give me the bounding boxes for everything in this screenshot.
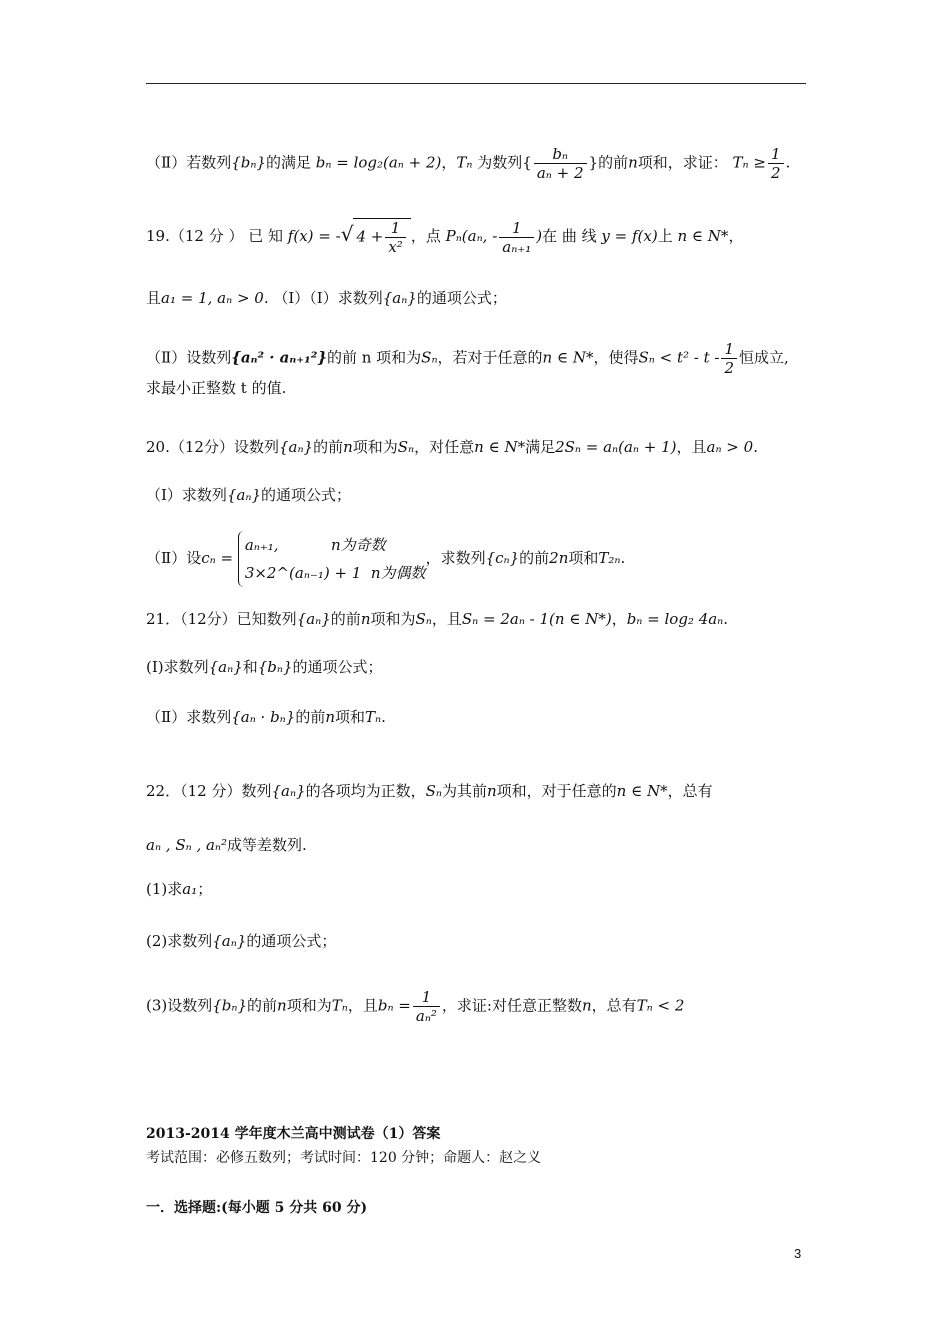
q22-part1: (1)求a₁；: [146, 880, 213, 898]
q18-ineq-fraction: $\frac{1}{2}$: [768, 145, 784, 182]
q19-line1: 19.（12 分 ） 已 知 f(x) = -√ 4 + $\frac{1}{\text{x²}}$ ，点 Pₙ(aₙ, - $\frac{1}{\text{aₙ₊₁}}$ )在 曲 线 y = f(x)上 n ∈ N*，: [146, 218, 744, 256]
q19-line2: 且a₁ = 1, aₙ > 0. （Ⅰ）（Ⅰ）求数列{aₙ}的通项公式；: [146, 289, 507, 307]
q19-sqrt: 4 + $\frac{1}{\text{x²}}$: [353, 218, 410, 256]
q21-part2: （Ⅱ）求数列{aₙ · bₙ}的前n项和Tₙ.: [146, 708, 386, 726]
q18-part2: （Ⅱ）若数列{bₙ}的满足 bₙ = log₂(aₙ + 2)，Tₙ 为数列{ $\frac{\text{bₙ}}{\text{aₙ + 2}}$ }的前n项和，求证： Tₙ ≥ $\frac{1}{2}$ .: [146, 145, 791, 182]
answers-section-heading: 一．选择题:(每小题 5 分共 60 分): [146, 1200, 368, 1216]
q19-ineq-fraction: $\frac{1}{2}$: [721, 340, 737, 377]
q19-point-fraction: $\frac{1}{\text{aₙ₊₁}}$: [499, 219, 534, 256]
q20-part2: （Ⅱ）设cₙ = aₙ₊₁, n为奇数 3×2^(aₙ₋₁) + 1 n为偶数 ，求数列{cₙ}的前2n项和T₂ₙ.: [146, 530, 625, 587]
q20-line1: 20.（12分）设数列{aₙ}的前n项和为Sₙ，对任意n ∈ N*满足2Sₙ = aₙ(aₙ + 1)，且aₙ > 0.: [146, 438, 758, 456]
q22-line2: aₙ , Sₙ , aₙ²成等差数列.: [146, 836, 307, 854]
q22-b-fraction: $\frac{1}{\text{aₙ²}}$: [413, 988, 440, 1025]
q19-line4: 求最小正整数 t 的值.: [146, 379, 287, 397]
q19-line3: （Ⅱ）设数列{aₙ² · aₙ₊₁²}的前 n 项和为Sₙ，若对于任意的n ∈ N*，使得Sₙ < t² - t - $\frac{1}{2}$ 恒成立,: [146, 340, 789, 377]
q22-line1: 22．（12 分）数列{aₙ}的各项均为正数，Sₙ为其前n项和，对于任意的n ∈ N*，总有: [146, 782, 713, 800]
q22-part3: (3)设数列{bₙ}的前n项和为Tₙ，且bₙ = $\frac{1}{\text{aₙ²}}$ ，求证:对任意正整数n，总有Tₙ < 2: [146, 988, 685, 1025]
header-rule: [146, 83, 806, 84]
answers-info: 考试范围：必修五数列；考试时间：120 分钟；命题人：赵之义: [146, 1150, 542, 1166]
q20-piecewise: aₙ₊₁, n为奇数 3×2^(aₙ₋₁) + 1 n为偶数: [238, 531, 426, 587]
page-number: 3: [794, 1246, 802, 1261]
answers-title: 2013-2014 学年度木兰高中测试卷（1）答案: [146, 1126, 441, 1142]
q21-part1: (Ⅰ)求数列{aₙ}和{bₙ}的通项公式；: [146, 658, 383, 676]
q20-part1: （Ⅰ）求数列{aₙ}的通项公式；: [146, 486, 352, 504]
q22-part2: (2)求数列{aₙ}的通项公式；: [146, 932, 337, 950]
q18-fraction: $\frac{\text{bₙ}}{\text{aₙ + 2}}$: [534, 145, 587, 182]
q21-line1: 21．（12分）已知数列{aₙ}的前n项和为Sₙ，且Sₙ = 2aₙ - 1(n ∈ N*)，bₙ = log₂ 4aₙ.: [146, 610, 729, 628]
